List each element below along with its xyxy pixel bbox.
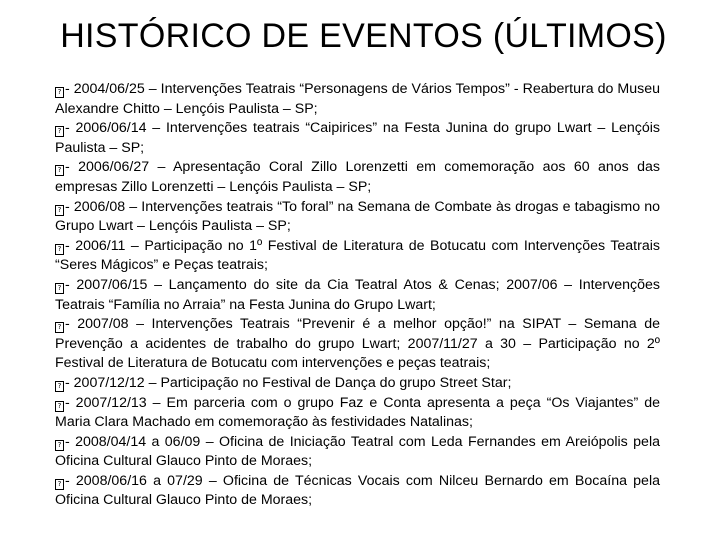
missing-glyph-icon: ? [55,205,64,216]
events-list [55,80,660,511]
event-text: - 2007/12/12 – Participação no Festival de Dança do grupo Street Star; [65,374,512,391]
missing-glyph-icon: ? [55,322,64,333]
missing-glyph-icon: ? [55,87,64,98]
event-text: - 2007/06/15 – Lançamento do site da Cia Teatral Atos & Cenas; 2007/06 – Intervenções Teatrais “Família no Arraia” na Festa Junina do Grupo Lwart; [55,276,660,313]
event-item [55,158,660,197]
event-text: - 2006/11 – Participação no 1º Festival de Literatura de Botucatu com Intervenções Teatrais “Seres Mágicos” e Peças teatrais; [55,237,660,274]
missing-glyph-icon: ? [55,401,64,412]
event-item [55,237,660,276]
event-item [55,433,660,472]
event-item [55,374,660,394]
event-text: - 2006/08 – Intervenções teatrais “To foral” na Semana de Combate às drogas e tabagismo no Grupo Lwart – Lençóis Paulista – SP; [55,198,660,235]
event-text: - 2007/12/13 – Em parceria com o grupo Faz e Conta apresenta a peça “Os Viajantes” de Maria Clara Machado em comemoração às festividades Natalinas; [55,394,660,431]
event-text: - 2006/06/27 – Apresentação Coral Zillo Lorenzetti em comemoração aos 60 anos das empresas Zillo Lorenzetti – Lençóis Paulista – SP; [55,159,660,195]
event-text: - 2007/08 – Intervenções Teatrais “Prevenir é a melhor opção!” na SIPAT – Semana de Prevenção a acidentes de trabalho do grupo Lwart; 2007/11/27 a 30 – Participação no 2º Festival de Literatura de Botucatu com intervenções e peças teatrais; [55,316,660,372]
event-text: - 2004/06/25 – Intervenções Teatrais “Personagens de Vários Tempos” - Reabertura do Museu Alexandre Chitto – Lençóis Paulista – SP; [55,81,660,117]
slide-title: HISTÓRICO DE EVENTOS (ÚLTIMOS) [60,17,667,55]
event-text: - 2008/04/14 a 06/09 – Oficina de Iniciação Teatral com Leda Fernandes em Areiópolis pela Oficina Cultural Glauco Pinto de Moraes; [55,433,660,470]
missing-glyph-icon: ? [55,440,64,451]
event-text: - 2008/06/16 a 07/29 – Oficina de Técnicas Vocais com Nilceu Bernardo em Bocaína pela Oficina Cultural Glauco Pinto de Moraes; [55,472,660,509]
missing-glyph-icon: ? [55,126,64,137]
event-item [55,198,660,237]
missing-glyph-icon: ? [55,244,64,255]
missing-glyph-icon: ? [55,283,64,294]
event-item [55,119,660,158]
missing-glyph-icon: ? [55,479,64,490]
missing-glyph-icon: ? [55,381,64,392]
event-text: - 2006/06/14 – Intervenções teatrais “Caipirices” na Festa Junina do grupo Lwart – Lençóis Paulista – SP; [55,120,660,156]
missing-glyph-icon: ? [55,165,64,176]
event-item [55,394,660,433]
event-item [55,472,660,511]
event-item [55,315,660,374]
event-item [55,276,660,315]
event-item [55,80,660,119]
